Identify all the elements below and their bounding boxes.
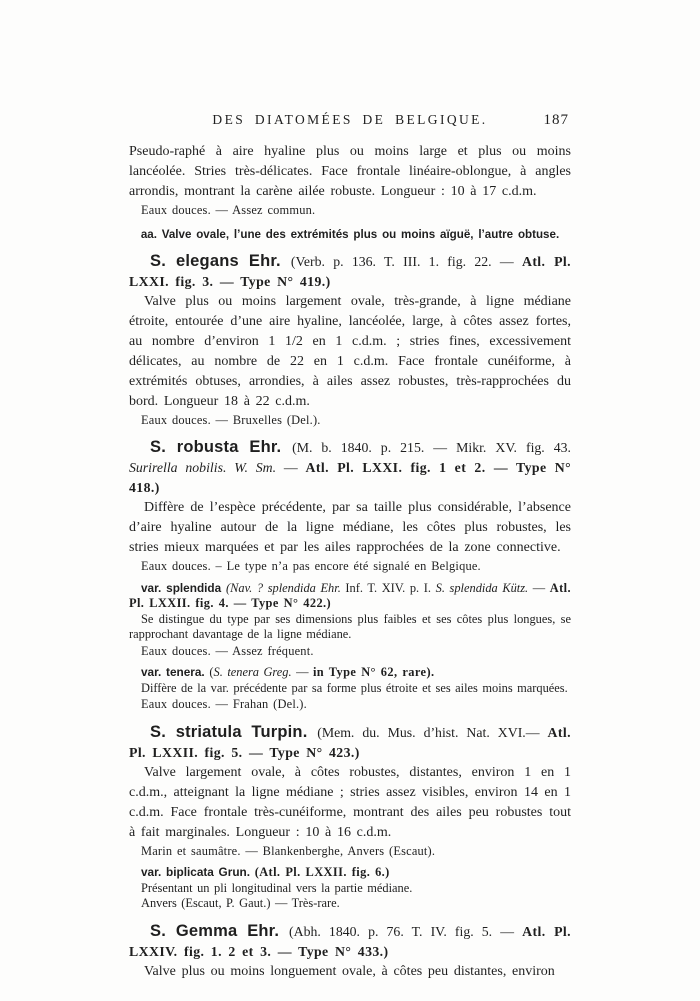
text-segment: (Mem. du. Mus. d’hist. Nat. XVI.— <box>317 724 548 740</box>
habitat-note <box>129 643 571 660</box>
text-segment: — <box>528 580 550 595</box>
text-segment: Valve plus ou moins largement ovale, très-grande, à ligne médiane étroite, entourée d’une aire hyaline, lancéolée, large, à côtes assez fortes, au nombre d’environ 1 1/2 en 1 c.d.m. ; stries fines, excessivement délicates, au nombre de 22 en 1 c.d.m. Face frontale cunéiforme, à extrémités obtuses, arrondies, à ailes assez robustes, très-rapprochées du bord. Longueur 18 à 22 c.d.m. <box>129 293 571 409</box>
text-segment: S. splendida Kütz. <box>435 580 529 595</box>
text-segment: Atl. Pl. LXXII. fig. 4. — Type N° 422.) <box>129 580 571 610</box>
paragraph <box>129 763 571 843</box>
text-segment: Atl. Pl. LXXII. fig. 5. — Type N° 423.) <box>129 724 571 760</box>
text-segment: S. elegans Ehr. <box>150 251 291 270</box>
text-segment: Surirella nobilis. W. Sm. <box>129 460 277 475</box>
variety-paragraph <box>129 896 571 912</box>
text-segment: Eaux douces. – Le type n’a pas encore été signalé en Belgique. <box>141 559 481 573</box>
habitat-note <box>129 843 571 860</box>
text-segment: (Abh. 1840. p. 76. T. IV. fig. 5. — <box>289 923 523 939</box>
variety-paragraph <box>129 881 571 897</box>
text-segment: Présentant un pli longitudinal vers la partie médiane. <box>141 880 413 895</box>
text-segment: (Atl. Pl. LXXII. fig. 6.) <box>254 865 390 879</box>
text-segment: — <box>276 460 306 475</box>
text-segment: Valve plus ou moins longuement ovale, à côtes peu distantes, environ <box>144 963 555 979</box>
text-column <box>129 112 571 982</box>
paragraph <box>129 498 571 558</box>
text-segment: Diffère de la var. précédente par sa forme plus étroite et ses ailes moins marquées. <box>141 680 568 695</box>
page-number: 187 <box>543 112 569 128</box>
habitat-note <box>129 558 571 575</box>
species-heading-elegans <box>129 251 571 292</box>
paragraph <box>129 292 571 412</box>
text-segment: var. splendida <box>141 580 226 595</box>
text-segment: Eaux douces. — Assez commun. <box>141 203 316 217</box>
habitat-note <box>129 412 571 429</box>
habitat-note <box>129 696 571 713</box>
habitat-note <box>129 202 571 219</box>
variety-heading-splendida <box>129 581 571 612</box>
text-segment: (Nav. ? splendida Ehr. <box>226 580 341 595</box>
species-heading-striatula <box>129 722 571 763</box>
text-segment: Atl. Pl. LXXI. fig. 3. — Type N° 419.) <box>129 253 571 289</box>
text-segment: (Verb. p. 136. T. III. 1. fig. 22. — <box>290 253 522 269</box>
text-segment: Valve largement ovale, à côtes robustes, distantes, environ 1 en 1 c.d.m., atteignant la ligne médiane ; stries assez visibles, environ 14 en 1 c.d.m. Face frontale très-cunéiforme, montrant des ailes peu robustes tout à fait marginales. Longueur : 10 à 16 c.d.m. <box>129 764 571 840</box>
paragraph <box>129 142 571 202</box>
page-body <box>129 142 571 982</box>
text-segment: S. Gemma Ehr. <box>150 921 290 940</box>
text-segment: Diffère de l’espèce précédente, par sa taille plus considérable, l’absence d’aire hyaline autour de la ligne médiane, les côtes plus robustes, les stries mieux marquées et par les ailes rapprochées de la zone connective. <box>129 500 571 555</box>
text-segment: S. robusta Ehr. <box>150 438 293 456</box>
text-segment: ( <box>209 665 214 679</box>
text-segment: aa. Valve ovale, l’une des extrémités plus ou moins aïguë, l’autre obtuse. <box>140 227 560 241</box>
text-segment: var. tenera. <box>141 665 210 679</box>
text-segment: S. striatula Turpin. <box>150 722 318 741</box>
text-segment: var. biplicata Grun. <box>141 865 255 879</box>
text-segment: Se distingue du type par ses dimensions plus faibles et ses côtes plus longues, se rapprochant davantage de la ligne médiane. <box>129 611 571 641</box>
section-subheading <box>129 228 571 242</box>
text-segment: (M. b. 1840. p. 215. — Mikr. XV. fig. 43. <box>292 440 571 455</box>
variety-heading-tenera <box>129 665 571 681</box>
text-segment: S. tenera Greg. <box>213 665 292 679</box>
variety-paragraph <box>129 612 571 643</box>
text-segment: Marin et saumâtre. — Blankenberghe, Anvers (Escaut). <box>141 843 436 858</box>
text-segment: Atl. Pl. LXXIV. fig. 1. 2 et 3. — Type N° 433.) <box>129 923 571 959</box>
text-segment: Pseudo-raphé à aire hyaline plus ou moins large et plus ou moins lancéolée. Stries très-délicates. Face frontale linéaire-oblongue, à angles arrondis, montrant la carène ailée robuste. Longueur : 10 à 17 c.d.m. <box>129 144 571 199</box>
paragraph <box>129 962 571 982</box>
species-heading-robusta <box>129 437 571 498</box>
running-title: DES DIATOMÉES DE BELGIQUE. <box>212 112 488 127</box>
text-segment: Anvers (Escaut, P. Gaut.) — Très-rare. <box>141 896 340 910</box>
text-segment: Eaux douces. — Bruxelles (Del.). <box>141 412 321 427</box>
variety-heading-biplicata <box>129 865 571 881</box>
text-segment: — <box>291 665 313 679</box>
text-segment: Inf. T. XIV. p. I. <box>340 580 436 595</box>
text-segment: Eaux douces. — Assez fréquent. <box>141 643 314 658</box>
species-heading-gemma <box>129 921 571 962</box>
variety-paragraph <box>129 681 571 697</box>
text-segment: Atl. Pl. LXXI. fig. 1 et 2. — Type N° 418.) <box>129 460 571 495</box>
text-segment: Eaux douces. — Frahan (Del.). <box>141 697 307 711</box>
running-header <box>129 112 571 130</box>
text-segment: in Type N° 62, rare). <box>312 665 435 679</box>
